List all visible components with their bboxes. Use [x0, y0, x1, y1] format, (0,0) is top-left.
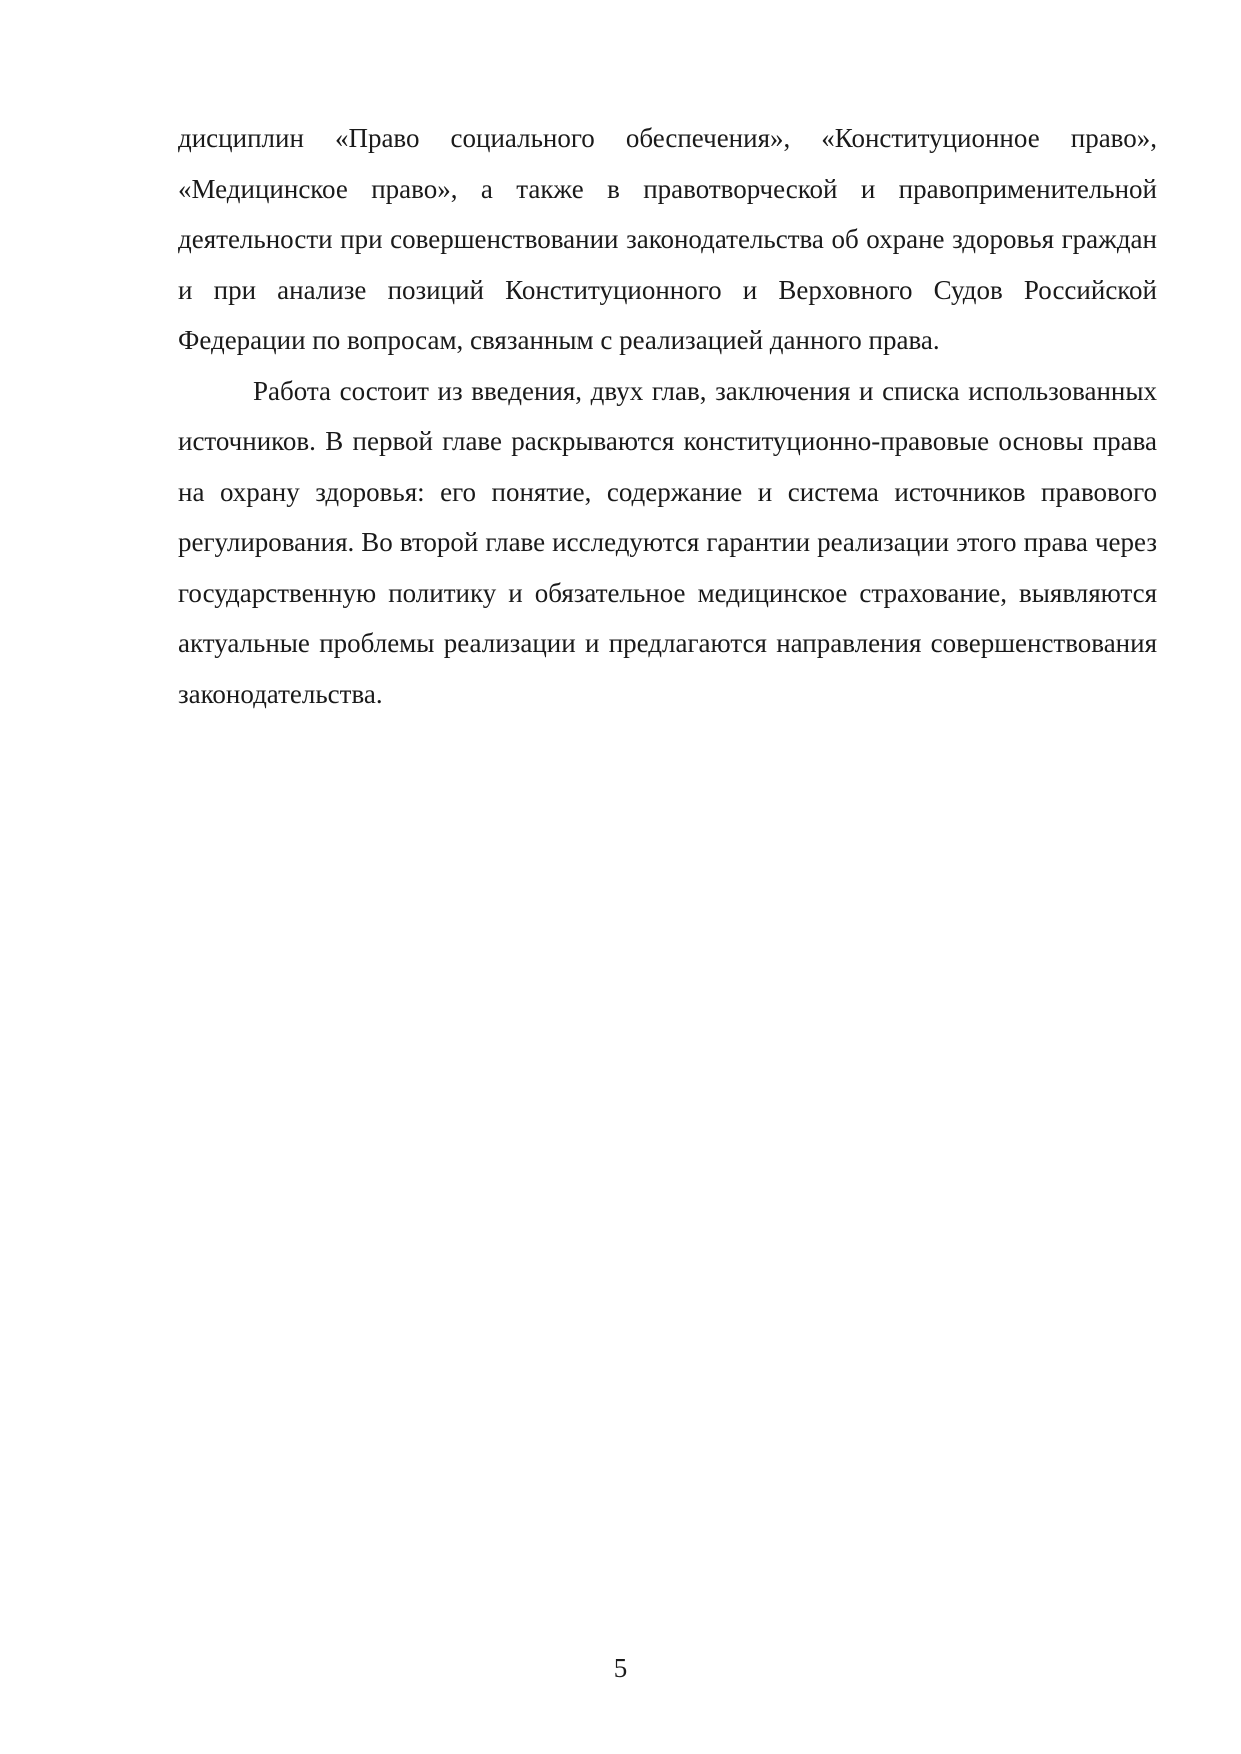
paragraph-work-structure: Работа состоит из введения, двух глав, заключения и списка использованных источников. В первой главе раскрываются конституционно-правовые основы права на охрану здоровья: его понятие, содержание и система источников правового регулирования. Во второй главе исследуются гарантии реализации этого права через государственную политику и обязательное медицинское страхование, выявляются актуальные проблемы реализации и предлагаются направления совершенствования законодательства. [178, 375, 1157, 709]
page-number: 5 [613, 1653, 628, 1683]
paragraph-continuation: дисциплин «Право социального обеспечения», «Конституционное право», «Медицинское право», а также в правотворческой и правоприменительной деятельности при совершенствовании законодательства об охране здоровья граждан и при анализе позиций Конституционного и Верховного Судов Российской Федерации по вопросам, связанным с реализацией данного права. [178, 123, 1157, 355]
document-body [178, 113, 1157, 719]
